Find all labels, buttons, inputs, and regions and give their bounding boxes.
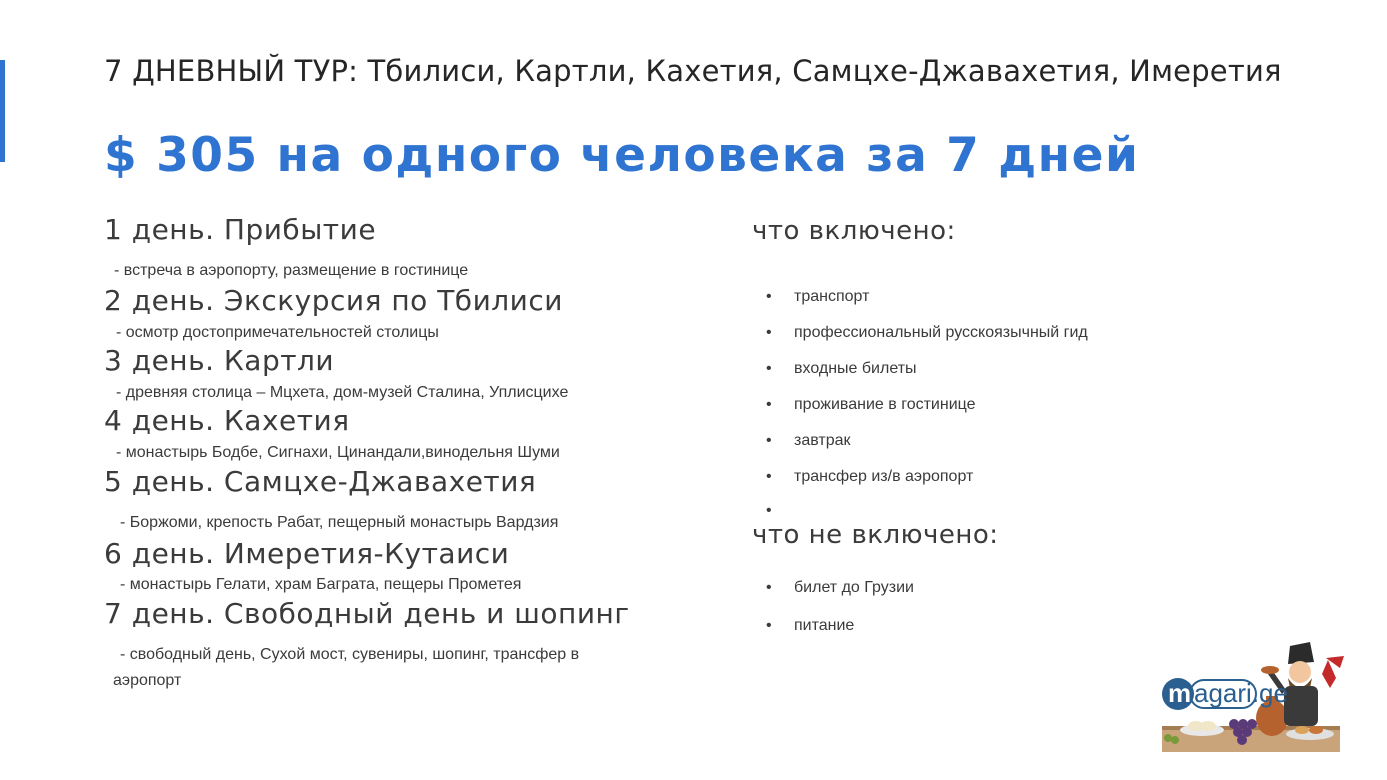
magari-logo: [1160, 640, 1350, 755]
included-item-empty: [766, 502, 794, 520]
day-4-title: 4 день. Кахетия: [104, 404, 350, 437]
day-7-desc-line2: аэропорт: [113, 672, 182, 689]
day-7-desc-line1: - свободный день, Сухой мост, сувениры, шопинг, трансфер в: [120, 646, 580, 663]
day-6-desc: - монастырь Гелати, храм Баграта, пещеры Прометея: [120, 576, 522, 593]
included-item: • завтрак: [766, 432, 851, 449]
flag-icon: [1322, 660, 1336, 688]
day-1-desc: - встреча в аэропорту, размещение в гостинице: [114, 262, 469, 279]
brand-m: m: [1168, 678, 1192, 708]
not-included-title: что не включено:: [752, 520, 999, 550]
day-3-desc: - древняя столица – Мцхета, дом-музей Сталина, Уплисцихе: [116, 384, 569, 401]
day-2-title: 2 день. Экскурсия по Тбилиси: [104, 284, 563, 317]
bullet-dot: •: [766, 288, 772, 305]
bullet-dot: •: [766, 432, 772, 449]
day-5-desc: - Боржоми, крепость Рабат, пещерный монастырь Вардзия: [120, 514, 559, 531]
price-headline: $ 305 на одного человека за 7 дней: [104, 128, 1140, 183]
bullet-dot: •: [766, 617, 772, 634]
included-item: • трансфер из/в аэропорт: [766, 468, 974, 485]
included-title: что включено:: [752, 216, 956, 246]
included-item: • профессиональный русскоязычный гид: [766, 324, 1088, 341]
included-item: • транспорт: [766, 288, 870, 305]
bullet-dot: •: [766, 468, 772, 485]
day-4-desc: - монастырь Бодбе, Сигнахи, Цинандали,винодельня Шуми: [116, 444, 560, 461]
page-title: 7 ДНЕВНЫЙ ТУР: Тбилиси, Картли, Кахетия, Самцхе-Джавахетия, Имеретия: [104, 54, 1282, 88]
brand-name: agari.ge: [1194, 678, 1288, 708]
included-item: • проживание в гостинице: [766, 396, 976, 413]
bullet-dot: •: [766, 324, 772, 341]
bullet-dot: •: [766, 396, 772, 413]
day-6-title: 6 день. Имеретия-Кутаиси: [104, 537, 510, 570]
day-3-title: 3 день. Картли: [104, 344, 335, 377]
bullet-dot: •: [766, 579, 772, 596]
bullet-dot: •: [766, 502, 772, 519]
day-7-title: 7 день. Свободный день и шопинг: [104, 597, 630, 630]
day-2-desc: - осмотр достопримечательностей столицы: [116, 324, 439, 341]
brand-badge: [1162, 678, 1288, 710]
not-included-item: • билет до Грузии: [766, 579, 914, 596]
day-5-title: 5 день. Самцхе-Джавахетия: [104, 465, 537, 498]
day-1-title: 1 день. Прибытие: [104, 213, 377, 246]
logo-illustration: [1160, 640, 1350, 755]
bullet-dot: •: [766, 360, 772, 377]
included-item: • входные билеты: [766, 360, 917, 377]
accent-bar: [0, 60, 5, 162]
not-included-item: • питание: [766, 617, 855, 634]
